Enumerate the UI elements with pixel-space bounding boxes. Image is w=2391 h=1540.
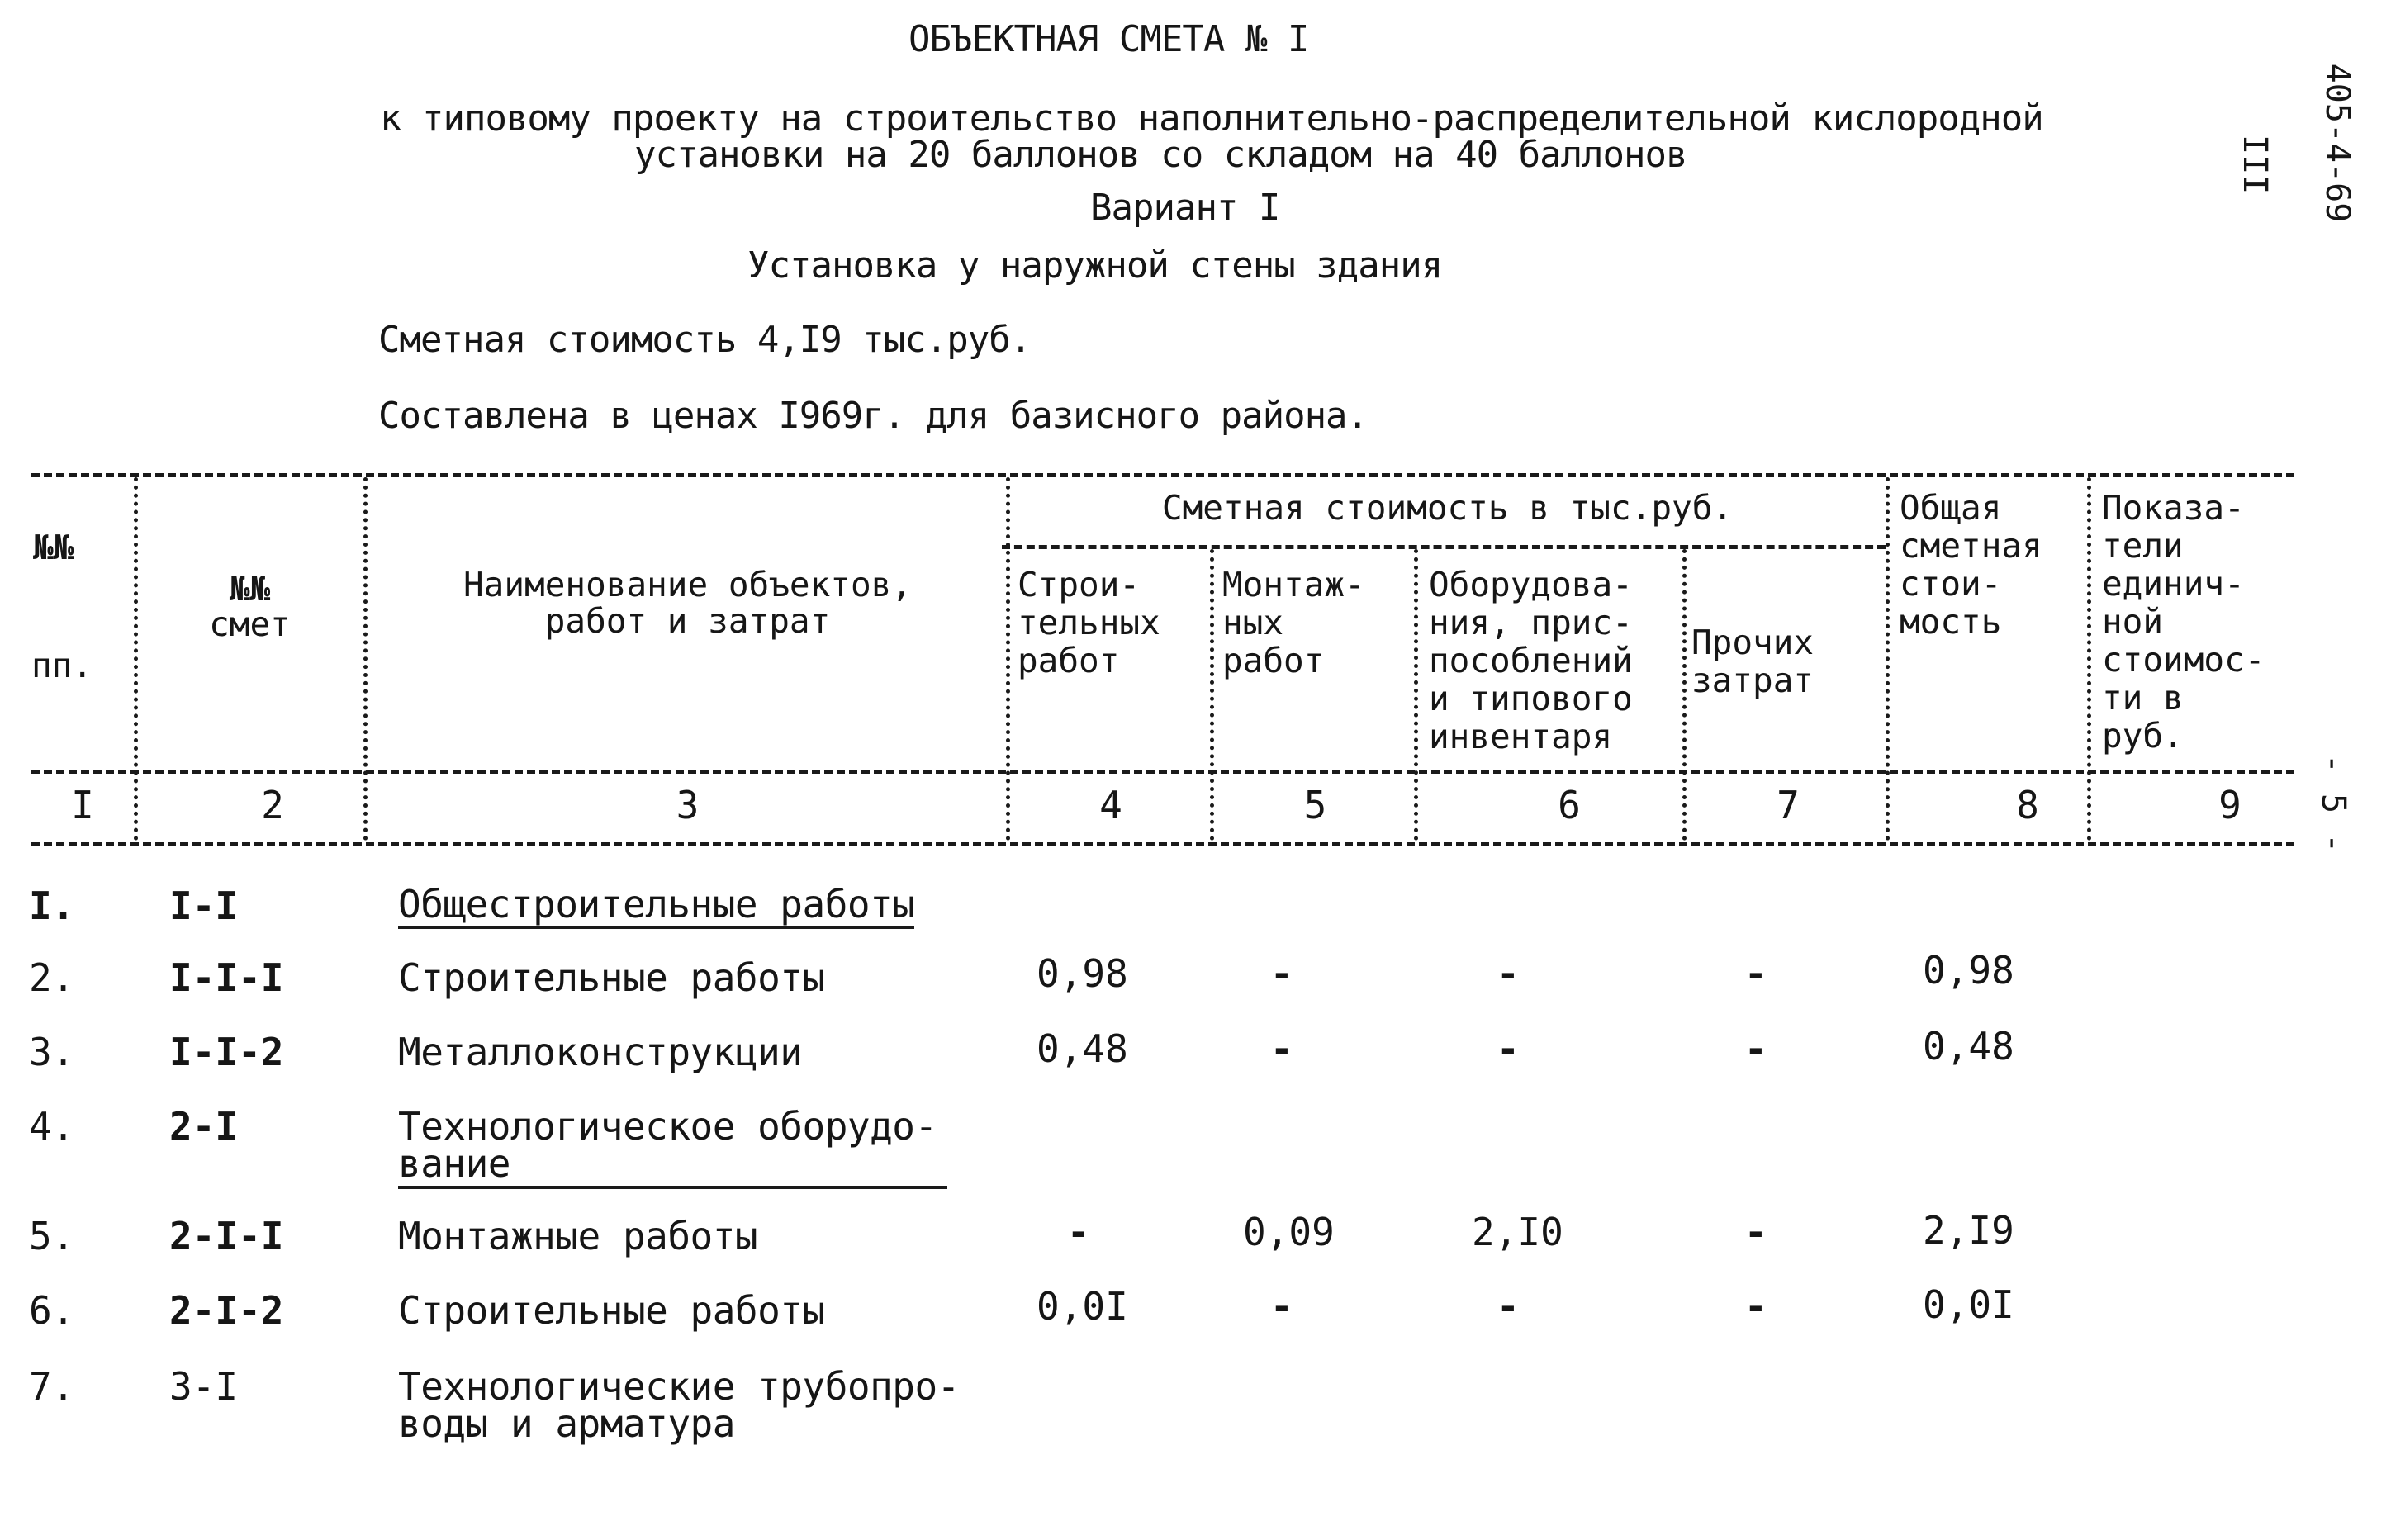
location-label: Установка у наружной стены здания	[747, 244, 1443, 287]
col5-header-l1: Монтаж-	[1222, 565, 1365, 604]
col9-header-l6: ти в	[2102, 678, 2184, 718]
table-top-rule	[31, 473, 2294, 477]
row6-c7: -	[1744, 1284, 1767, 1329]
group-header-rule	[1002, 545, 1886, 549]
col8-header-l2: сметная	[1900, 526, 2042, 566]
row3-smeta: I-I-2	[169, 1030, 284, 1074]
subtitle-line-2: установки на 20 баллонов со складом на 40 баллонов	[634, 134, 1687, 176]
row5-smeta: 2-I-I	[169, 1214, 284, 1258]
row4-pp: 4.	[29, 1104, 75, 1149]
column-number-3: 3	[676, 783, 700, 827]
row7-smeta: 3-I	[169, 1364, 239, 1409]
col9-header-l5: стоимос-	[2102, 640, 2265, 680]
col4-header-l1: Строи-	[1018, 565, 1141, 604]
row5-name: Монтажные работы	[398, 1214, 758, 1258]
col7-header-l2: затрат	[1691, 661, 1815, 700]
col3-header-line2: работ и затрат	[544, 601, 831, 641]
col9-header-l4: ной	[2102, 602, 2164, 642]
column-number-8: 8	[2016, 783, 2039, 827]
row3-pp: 3.	[29, 1030, 75, 1074]
row1-name: Общестроительные работы	[398, 882, 914, 929]
col5-header-l2: ных	[1222, 603, 1284, 642]
col1-header-no: №№	[33, 528, 74, 567]
page-number: - 5 -	[2314, 753, 2352, 854]
row5-c5: 0,09	[1243, 1210, 1335, 1254]
prices-basis: Составлена в ценах I969г. для базисного района.	[378, 395, 1369, 437]
col9-header-l7: руб.	[2102, 716, 2184, 756]
header-bottom-rule	[31, 770, 2294, 774]
row2-c4: 0,98	[1037, 951, 1128, 996]
col2-header-no: №№	[229, 569, 271, 609]
row2-c6: -	[1497, 951, 1520, 996]
col6-header-l2: ния, прис-	[1429, 603, 1633, 642]
row2-smeta: I-I-I	[169, 955, 284, 1000]
col8-header-l4: мость	[1900, 602, 2002, 642]
row6-c8: 0,0I	[1923, 1282, 2014, 1327]
col8-header-l1: Общая	[1900, 488, 2002, 528]
row6-c6: -	[1497, 1284, 1520, 1329]
row7-pp: 7.	[29, 1364, 75, 1409]
column-numbers-rule	[31, 842, 2294, 846]
variant-label: Вариант I	[1090, 187, 1280, 229]
row5-c8: 2,I9	[1923, 1208, 2014, 1253]
col5-header-l3: работ	[1222, 641, 1325, 680]
col2-header-smet: смет	[209, 604, 291, 644]
subtitle-line-1: к типовому проекту на строительство наполнительно-распределительной кислородной	[380, 97, 2043, 140]
row3-c4: 0,48	[1037, 1026, 1128, 1071]
col-divider-3	[1006, 477, 1010, 841]
col7-header-l1: Прочих	[1691, 623, 1815, 662]
col3-header-line1: Наименование объектов,	[463, 565, 913, 604]
col9-header-l2: тели	[2102, 526, 2184, 566]
col8-header-l3: стои-	[1900, 564, 2002, 604]
col9-header-l1: Показа-	[2102, 488, 2245, 528]
side-roman: III	[2236, 135, 2274, 195]
group-header-cost: Сметная стоимость в тыс.руб.	[1161, 488, 1734, 528]
column-number-9: 9	[2218, 783, 2242, 827]
row5-c7: -	[1744, 1210, 1767, 1254]
column-number-2: 2	[261, 783, 284, 827]
row3-c8: 0,48	[1923, 1024, 2014, 1069]
row3-c6: -	[1497, 1026, 1520, 1071]
col6-header-l4: и типового	[1429, 679, 1633, 718]
col6-header-l5: инвентаря	[1429, 717, 1613, 756]
column-number-1: I	[71, 783, 94, 827]
col-divider-1	[134, 477, 138, 841]
row5-c6: 2,I0	[1472, 1210, 1563, 1254]
col1-header-pp: пп.	[31, 646, 93, 685]
row3-c7: -	[1744, 1026, 1767, 1071]
row5-c4: -	[1067, 1210, 1090, 1254]
col4-header-l3: работ	[1018, 641, 1120, 680]
row6-c5: -	[1270, 1284, 1293, 1329]
row3-name: Металлоконструкции	[398, 1030, 803, 1074]
row2-pp: 2.	[29, 955, 75, 1000]
row6-smeta: 2-I-2	[169, 1288, 284, 1333]
row5-pp: 5.	[29, 1214, 75, 1258]
row3-c5: -	[1270, 1026, 1293, 1071]
side-code: 405-4-69	[2318, 63, 2356, 223]
document-title: ОБЪЕКТНАЯ СМЕТА № I	[908, 18, 1309, 60]
row1-smeta: I-I	[169, 884, 239, 928]
row7-name: Технологические трубопро-	[398, 1364, 960, 1409]
col4-header-l2: тельных	[1018, 603, 1160, 642]
column-number-5: 5	[1303, 783, 1327, 827]
row1-pp: I.	[29, 884, 75, 928]
row2-c5: -	[1270, 951, 1293, 996]
row6-pp: 6.	[29, 1288, 75, 1333]
row6-name: Строительные работы	[398, 1288, 825, 1333]
row2-name: Строительные работы	[398, 955, 825, 1000]
col6-header-l1: Оборудова-	[1429, 565, 1633, 604]
column-number-4: 4	[1099, 783, 1122, 827]
column-number-6: 6	[1558, 783, 1581, 827]
row4-name: Технологическое оборудо-	[398, 1104, 937, 1149]
row4-name-cont: вание	[398, 1141, 947, 1189]
estimated-cost: Сметная стоимость 4,I9 тыс.руб.	[378, 319, 1032, 361]
row6-c4: 0,0I	[1037, 1284, 1128, 1329]
row2-c7: -	[1744, 951, 1767, 996]
row2-c8: 0,98	[1923, 948, 2014, 993]
column-number-7: 7	[1777, 783, 1800, 827]
col9-header-l3: единич-	[2102, 564, 2245, 604]
row4-smeta: 2-I	[169, 1104, 239, 1149]
row7-name-cont: воды и арматура	[398, 1401, 735, 1446]
col6-header-l3: пособлений	[1429, 641, 1633, 680]
